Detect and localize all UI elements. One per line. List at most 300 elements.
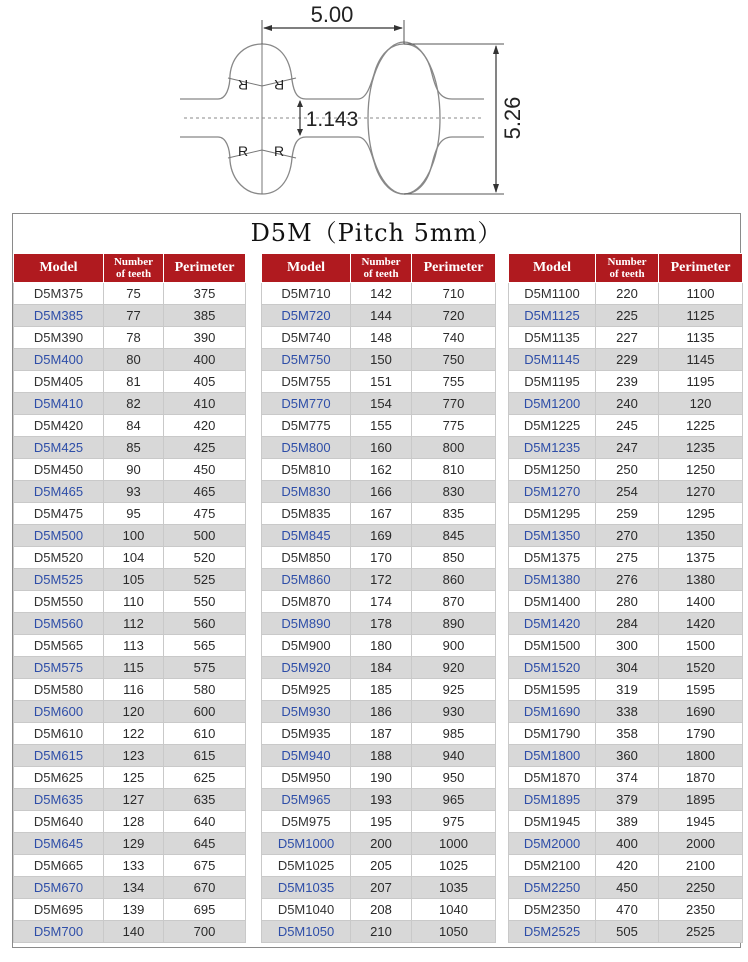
teeth-cell: 144	[351, 305, 412, 327]
table-row	[509, 349, 743, 371]
table-row	[262, 921, 496, 943]
table-row	[14, 613, 246, 635]
perimeter-cell: 475	[164, 503, 246, 525]
table-row	[14, 481, 246, 503]
perimeter-cell: 670	[164, 877, 246, 899]
model-cell: D5M1200	[509, 393, 596, 415]
arrow-head	[263, 25, 272, 31]
perimeter-cell: 580	[164, 679, 246, 701]
model-cell: D5M1040	[262, 899, 351, 921]
perimeter-cell: 1790	[659, 723, 743, 745]
model-cell: D5M695	[14, 899, 104, 921]
perimeter-cell: 775	[412, 415, 496, 437]
table-row	[14, 635, 246, 657]
belt-outline-bottom	[180, 137, 484, 194]
teeth-cell: 319	[596, 679, 659, 701]
model-cell: D5M615	[14, 745, 104, 767]
model-cell: D5M610	[14, 723, 104, 745]
model-cell: D5M645	[14, 833, 104, 855]
teeth-cell: 250	[596, 459, 659, 481]
table-row	[14, 701, 246, 723]
perimeter-cell: 385	[164, 305, 246, 327]
header-model: Model	[14, 254, 104, 283]
model-cell: D5M1195	[509, 371, 596, 393]
table-row	[14, 679, 246, 701]
model-cell: D5M450	[14, 459, 104, 481]
arrow-head	[394, 25, 403, 31]
teeth-cell: 167	[351, 503, 412, 525]
model-cell: D5M750	[262, 349, 351, 371]
table-row	[14, 503, 246, 525]
teeth-cell: 178	[351, 613, 412, 635]
teeth-cell: 113	[104, 635, 164, 657]
model-cell: D5M1500	[509, 635, 596, 657]
table-row	[14, 657, 246, 679]
teeth-cell: 110	[104, 591, 164, 613]
teeth-cell: 150	[351, 349, 412, 371]
header-teeth-line-2: of teeth	[115, 268, 152, 280]
teeth-cell: 120	[104, 701, 164, 723]
radius-label-top-left: R	[237, 77, 249, 93]
perimeter-cell: 1945	[659, 811, 743, 833]
model-cell: D5M560	[14, 613, 104, 635]
teeth-cell: 139	[104, 899, 164, 921]
tooth-profile-diagram	[0, 0, 748, 210]
perimeter-cell: 940	[412, 745, 496, 767]
perimeter-cell: 800	[412, 437, 496, 459]
perimeter-cell: 695	[164, 899, 246, 921]
spec-table	[13, 253, 246, 943]
teeth-cell: 162	[351, 459, 412, 481]
teeth-cell: 122	[104, 723, 164, 745]
perimeter-cell: 700	[164, 921, 246, 943]
model-cell: D5M740	[262, 327, 351, 349]
table-row	[14, 327, 246, 349]
perimeter-cell: 920	[412, 657, 496, 679]
perimeter-cell: 1145	[659, 349, 743, 371]
table-row	[262, 415, 496, 437]
teeth-cell: 270	[596, 525, 659, 547]
perimeter-cell: 1000	[412, 833, 496, 855]
model-cell: D5M710	[262, 283, 351, 305]
table-row	[14, 811, 246, 833]
teeth-cell: 116	[104, 679, 164, 701]
perimeter-cell: 405	[164, 371, 246, 393]
table-row	[262, 525, 496, 547]
model-cell: D5M850	[262, 547, 351, 569]
model-cell: D5M775	[262, 415, 351, 437]
model-cell: D5M1225	[509, 415, 596, 437]
table-row	[509, 701, 743, 723]
model-cell: D5M425	[14, 437, 104, 459]
teeth-cell: 358	[596, 723, 659, 745]
perimeter-cell: 675	[164, 855, 246, 877]
teeth-cell: 200	[351, 833, 412, 855]
perimeter-cell: 420	[164, 415, 246, 437]
header-model: Model	[509, 254, 596, 283]
teeth-cell: 133	[104, 855, 164, 877]
perimeter-cell: 900	[412, 635, 496, 657]
spec-table-panel	[12, 213, 741, 948]
table-row	[14, 349, 246, 371]
perimeter-cell: 425	[164, 437, 246, 459]
model-cell: D5M385	[14, 305, 104, 327]
height-label: 5.26	[500, 96, 525, 140]
model-cell: D5M1050	[262, 921, 351, 943]
table-row	[262, 613, 496, 635]
perimeter-cell: 1050	[412, 921, 496, 943]
perimeter-cell: 1690	[659, 701, 743, 723]
perimeter-cell: 1135	[659, 327, 743, 349]
spec-table-column-2	[261, 253, 496, 943]
teeth-cell: 280	[596, 591, 659, 613]
table-row	[509, 613, 743, 635]
spec-table-column-3	[508, 253, 743, 943]
perimeter-cell: 1195	[659, 371, 743, 393]
table-row	[262, 305, 496, 327]
header-perimeter: Perimeter	[164, 254, 246, 283]
teeth-cell: 195	[351, 811, 412, 833]
perimeter-cell: 410	[164, 393, 246, 415]
perimeter-cell: 1350	[659, 525, 743, 547]
teeth-cell: 420	[596, 855, 659, 877]
model-cell: D5M720	[262, 305, 351, 327]
table-row	[509, 789, 743, 811]
model-cell: D5M420	[14, 415, 104, 437]
teeth-cell: 210	[351, 921, 412, 943]
teeth-cell: 338	[596, 701, 659, 723]
perimeter-cell: 1870	[659, 767, 743, 789]
teeth-cell: 105	[104, 569, 164, 591]
header-model: Model	[262, 254, 351, 283]
table-row	[14, 371, 246, 393]
model-cell: D5M1375	[509, 547, 596, 569]
perimeter-cell: 1895	[659, 789, 743, 811]
teeth-cell: 275	[596, 547, 659, 569]
teeth-cell: 300	[596, 635, 659, 657]
perimeter-cell: 400	[164, 349, 246, 371]
teeth-cell: 160	[351, 437, 412, 459]
teeth-cell: 127	[104, 789, 164, 811]
table-row	[262, 459, 496, 481]
table-row	[262, 855, 496, 877]
model-cell: D5M1380	[509, 569, 596, 591]
perimeter-cell: 120	[659, 393, 743, 415]
table-row	[262, 657, 496, 679]
perimeter-cell: 2000	[659, 833, 743, 855]
model-cell: D5M940	[262, 745, 351, 767]
perimeter-cell: 850	[412, 547, 496, 569]
perimeter-cell: 465	[164, 481, 246, 503]
teeth-cell: 84	[104, 415, 164, 437]
model-cell: D5M770	[262, 393, 351, 415]
model-cell: D5M860	[262, 569, 351, 591]
radius-label-bottom-right: R	[273, 143, 285, 159]
radius-label-top-right: R	[273, 77, 285, 93]
teeth-cell: 208	[351, 899, 412, 921]
teeth-cell: 205	[351, 855, 412, 877]
table-row	[509, 635, 743, 657]
model-cell: D5M950	[262, 767, 351, 789]
teeth-cell: 174	[351, 591, 412, 613]
teeth-cell: 227	[596, 327, 659, 349]
teeth-cell: 186	[351, 701, 412, 723]
spec-table	[508, 253, 743, 943]
model-cell: D5M1135	[509, 327, 596, 349]
model-cell: D5M810	[262, 459, 351, 481]
model-cell: D5M475	[14, 503, 104, 525]
model-cell: D5M1520	[509, 657, 596, 679]
perimeter-cell: 1500	[659, 635, 743, 657]
teeth-cell: 187	[351, 723, 412, 745]
perimeter-cell: 2525	[659, 921, 743, 943]
teeth-cell: 123	[104, 745, 164, 767]
model-cell: D5M625	[14, 767, 104, 789]
table-row	[14, 305, 246, 327]
table-row	[14, 833, 246, 855]
model-cell: D5M1000	[262, 833, 351, 855]
table-header-row	[14, 254, 246, 283]
model-cell: D5M1270	[509, 481, 596, 503]
teeth-cell: 247	[596, 437, 659, 459]
table-row	[14, 547, 246, 569]
model-cell: D5M1800	[509, 745, 596, 767]
perimeter-cell: 640	[164, 811, 246, 833]
table-row	[509, 393, 743, 415]
perimeter-cell: 1380	[659, 569, 743, 591]
perimeter-cell: 1040	[412, 899, 496, 921]
teeth-cell: 169	[351, 525, 412, 547]
model-cell: D5M1400	[509, 591, 596, 613]
model-cell: D5M465	[14, 481, 104, 503]
header-teeth-line-1: Number	[113, 256, 154, 268]
teeth-cell: 304	[596, 657, 659, 679]
radius-label-bottom-left: R	[237, 143, 249, 159]
model-cell: D5M550	[14, 591, 104, 613]
teeth-cell: 112	[104, 613, 164, 635]
teeth-cell: 155	[351, 415, 412, 437]
header-number-of-teeth	[104, 254, 164, 283]
perimeter-cell: 1375	[659, 547, 743, 569]
perimeter-cell: 720	[412, 305, 496, 327]
table-row	[509, 723, 743, 745]
teeth-cell: 104	[104, 547, 164, 569]
table-row	[509, 833, 743, 855]
model-cell: D5M755	[262, 371, 351, 393]
model-cell: D5M925	[262, 679, 351, 701]
table-row	[262, 283, 496, 305]
perimeter-cell: 1225	[659, 415, 743, 437]
arrow-head	[493, 184, 499, 193]
teeth-cell: 276	[596, 569, 659, 591]
table-row	[262, 569, 496, 591]
teeth-cell: 77	[104, 305, 164, 327]
perimeter-cell: 610	[164, 723, 246, 745]
teeth-cell: 90	[104, 459, 164, 481]
model-cell: D5M870	[262, 591, 351, 613]
teeth-cell: 172	[351, 569, 412, 591]
table-row	[509, 591, 743, 613]
table-row	[14, 591, 246, 613]
table-row	[14, 745, 246, 767]
table-row	[262, 789, 496, 811]
model-cell: D5M1100	[509, 283, 596, 305]
header-teeth-line-1: Number	[361, 256, 401, 268]
table-row	[262, 481, 496, 503]
table-row	[509, 855, 743, 877]
teeth-cell: 207	[351, 877, 412, 899]
model-cell: D5M935	[262, 723, 351, 745]
teeth-cell: 505	[596, 921, 659, 943]
teeth-cell: 185	[351, 679, 412, 701]
model-cell: D5M1350	[509, 525, 596, 547]
perimeter-cell: 520	[164, 547, 246, 569]
teeth-cell: 389	[596, 811, 659, 833]
arrow-head	[493, 45, 499, 54]
perimeter-cell: 845	[412, 525, 496, 547]
table-row	[509, 283, 743, 305]
teeth-cell: 450	[596, 877, 659, 899]
header-number-of-teeth	[596, 254, 659, 283]
model-cell: D5M390	[14, 327, 104, 349]
perimeter-cell: 600	[164, 701, 246, 723]
perimeter-cell: 615	[164, 745, 246, 767]
perimeter-cell: 1235	[659, 437, 743, 459]
table-row	[509, 503, 743, 525]
model-cell: D5M635	[14, 789, 104, 811]
teeth-cell: 190	[351, 767, 412, 789]
table-row	[262, 811, 496, 833]
model-cell: D5M1945	[509, 811, 596, 833]
teeth-cell: 470	[596, 899, 659, 921]
model-cell: D5M830	[262, 481, 351, 503]
table-row	[262, 701, 496, 723]
perimeter-cell: 985	[412, 723, 496, 745]
teeth-cell: 129	[104, 833, 164, 855]
table-row	[14, 283, 246, 305]
model-cell: D5M845	[262, 525, 351, 547]
teeth-cell: 128	[104, 811, 164, 833]
model-cell: D5M890	[262, 613, 351, 635]
table-row	[509, 437, 743, 459]
perimeter-cell: 710	[412, 283, 496, 305]
table-row	[262, 547, 496, 569]
teeth-cell: 154	[351, 393, 412, 415]
table-row	[509, 899, 743, 921]
teeth-cell: 140	[104, 921, 164, 943]
table-row	[509, 327, 743, 349]
perimeter-cell: 1595	[659, 679, 743, 701]
model-cell: D5M700	[14, 921, 104, 943]
perimeter-cell: 835	[412, 503, 496, 525]
table-row	[509, 679, 743, 701]
table-row	[14, 459, 246, 481]
table-row	[262, 371, 496, 393]
teeth-cell: 142	[351, 283, 412, 305]
header-teeth-line-2: of teeth	[363, 268, 399, 280]
model-cell: D5M1690	[509, 701, 596, 723]
perimeter-cell: 1295	[659, 503, 743, 525]
perimeter-cell: 830	[412, 481, 496, 503]
table-row	[509, 481, 743, 503]
table-row	[262, 723, 496, 745]
model-cell: D5M930	[262, 701, 351, 723]
perimeter-cell: 635	[164, 789, 246, 811]
teeth-cell: 184	[351, 657, 412, 679]
model-cell: D5M375	[14, 283, 104, 305]
model-cell: D5M2000	[509, 833, 596, 855]
perimeter-cell: 1420	[659, 613, 743, 635]
teeth-cell: 239	[596, 371, 659, 393]
perimeter-cell: 1125	[659, 305, 743, 327]
table-row	[262, 833, 496, 855]
table-header-row	[262, 254, 496, 283]
teeth-cell: 245	[596, 415, 659, 437]
perimeter-cell: 950	[412, 767, 496, 789]
table-row	[509, 877, 743, 899]
perimeter-cell: 755	[412, 371, 496, 393]
table-header-row	[509, 254, 743, 283]
perimeter-cell: 625	[164, 767, 246, 789]
perimeter-cell: 860	[412, 569, 496, 591]
teeth-cell: 225	[596, 305, 659, 327]
table-row	[14, 437, 246, 459]
belt-outline-top	[180, 44, 484, 99]
arrow-head	[297, 100, 303, 107]
table-row	[14, 877, 246, 899]
perimeter-cell: 930	[412, 701, 496, 723]
model-cell: D5M1295	[509, 503, 596, 525]
perimeter-cell: 740	[412, 327, 496, 349]
table-row	[14, 393, 246, 415]
header-teeth-line-2: of teeth	[609, 268, 645, 280]
table-row	[262, 877, 496, 899]
perimeter-cell: 975	[412, 811, 496, 833]
spec-table	[261, 253, 496, 943]
table-row	[262, 679, 496, 701]
table-row	[262, 503, 496, 525]
table-row	[509, 547, 743, 569]
perimeter-cell: 2350	[659, 899, 743, 921]
teeth-cell: 115	[104, 657, 164, 679]
teeth-cell: 360	[596, 745, 659, 767]
perimeter-cell: 375	[164, 283, 246, 305]
perimeter-cell: 925	[412, 679, 496, 701]
model-cell: D5M400	[14, 349, 104, 371]
perimeter-cell: 390	[164, 327, 246, 349]
perimeter-cell: 1800	[659, 745, 743, 767]
model-cell: D5M2250	[509, 877, 596, 899]
teeth-cell: 229	[596, 349, 659, 371]
model-cell: D5M1125	[509, 305, 596, 327]
model-cell: D5M640	[14, 811, 104, 833]
table-row	[14, 789, 246, 811]
model-cell: D5M410	[14, 393, 104, 415]
teeth-cell: 259	[596, 503, 659, 525]
perimeter-cell: 500	[164, 525, 246, 547]
table-row	[14, 855, 246, 877]
perimeter-cell: 810	[412, 459, 496, 481]
gap-label: 1.143	[305, 108, 359, 131]
pitch-label: 5.00	[310, 2, 354, 27]
perimeter-cell: 1025	[412, 855, 496, 877]
spec-table-column-1	[13, 253, 246, 943]
table-row	[14, 921, 246, 943]
perimeter-cell: 890	[412, 613, 496, 635]
model-cell: D5M665	[14, 855, 104, 877]
perimeter-cell: 1520	[659, 657, 743, 679]
teeth-cell: 240	[596, 393, 659, 415]
